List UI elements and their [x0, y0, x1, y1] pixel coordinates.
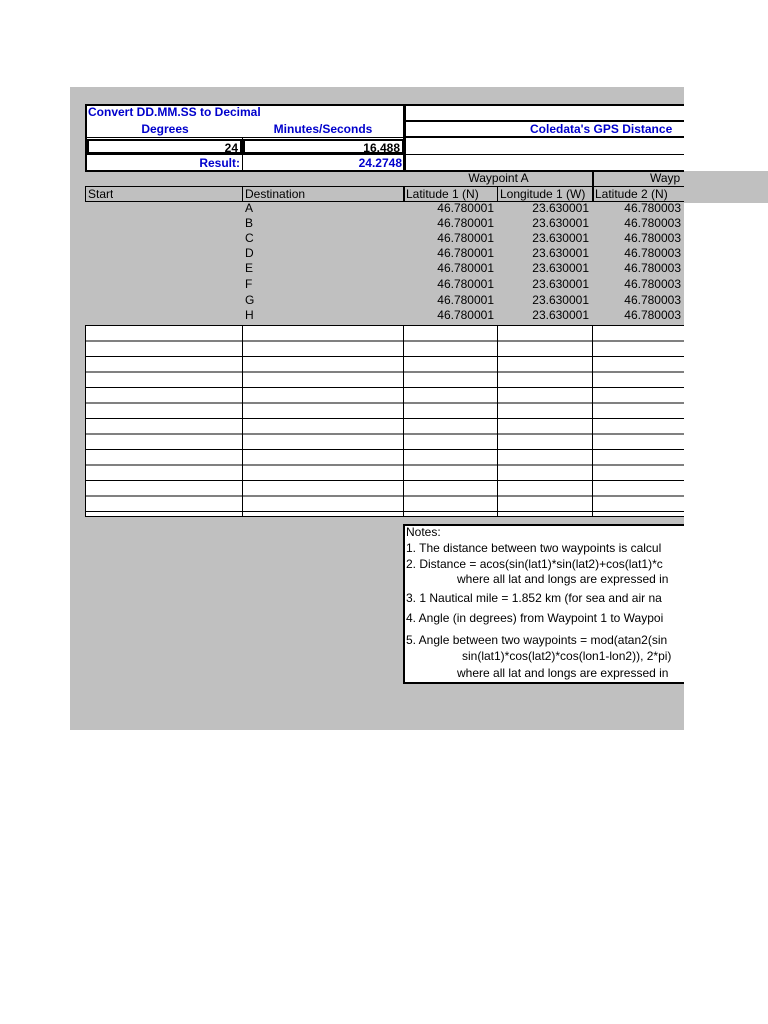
- degrees-input[interactable]: [87, 139, 242, 154]
- banner-row-4: [404, 155, 684, 172]
- lon1-cell: 23.630001: [532, 246, 589, 260]
- dest-cell: B: [245, 216, 254, 230]
- dest-cell: C: [245, 231, 254, 245]
- lat2-cell: 46.780003: [624, 201, 681, 215]
- lon1-cell: 23.630001: [532, 308, 589, 322]
- lat2-cell: 46.780003: [624, 277, 681, 291]
- sheet-edge: [684, 171, 768, 203]
- note-4: 4. Angle (in degrees) from Waypoint 1 to Waypoi: [406, 611, 664, 625]
- table-row[interactable]: [70, 231, 684, 246]
- lat1-cell: 46.780001: [437, 308, 494, 322]
- minutes-input[interactable]: [243, 139, 404, 154]
- lon1-cell: 23.630001: [532, 261, 589, 275]
- lon1-cell: 23.630001: [532, 277, 589, 291]
- dest-cell: F: [245, 277, 253, 291]
- lon1-cell: 23.630001: [532, 231, 589, 245]
- dest-cell: D: [245, 246, 254, 260]
- lat2-cell: 46.780003: [624, 261, 681, 275]
- notes-heading: Notes:: [406, 525, 441, 539]
- dest-cell: H: [245, 308, 254, 322]
- minutes-field[interactable]: [245, 143, 402, 154]
- lat1-cell: 46.780001: [437, 293, 494, 307]
- lat2-cell: 46.780003: [624, 216, 681, 230]
- lat2-cell: 46.780003: [624, 293, 681, 307]
- col-lat2: Latitude 2 (N): [595, 187, 668, 201]
- table-row[interactable]: [70, 216, 684, 231]
- lat1-cell: 46.780001: [437, 277, 494, 291]
- banner-box: [404, 120, 684, 138]
- note-2: 2. Distance = acos(sin(lat1)*sin(lat2)+cos(lat1)*c: [406, 557, 663, 571]
- result-value: 24.2748: [358, 156, 402, 170]
- col-destination: Destination: [245, 187, 306, 201]
- result-label: Result:: [199, 156, 240, 170]
- lat2-cell: 46.780003: [624, 308, 681, 322]
- lat1-cell: 46.780001: [437, 246, 494, 260]
- col-lat1: Latitude 1 (N): [406, 187, 479, 201]
- note-3: 3. 1 Nautical mile = 1.852 km (for sea and air na: [406, 591, 662, 605]
- converter-title: Convert DD.MM.SS to Decimal: [88, 105, 261, 119]
- waypoint-a-header: Waypoint A: [468, 171, 529, 185]
- lon1-cell: 23.630001: [532, 216, 589, 230]
- lon1-cell: 23.630001: [532, 201, 589, 215]
- empty-grid[interactable]: [85, 325, 684, 517]
- col-lon1: Longitude 1 (W): [500, 187, 586, 201]
- banner-row-3: [404, 138, 684, 155]
- lon1-cell: 23.630001: [532, 293, 589, 307]
- table-row[interactable]: [70, 308, 684, 323]
- degrees-label: Degrees: [141, 122, 189, 136]
- banner-title: Coledata's GPS Distance: [530, 122, 673, 136]
- table-row[interactable]: [70, 293, 684, 308]
- col-start: Start: [88, 187, 114, 201]
- spreadsheet: [70, 87, 684, 730]
- dest-cell: E: [245, 261, 254, 275]
- lat1-cell: 46.780001: [437, 216, 494, 230]
- minutes-label: Minutes/Seconds: [273, 122, 373, 136]
- lat1-cell: 46.780001: [437, 231, 494, 245]
- note-5: 5. Angle between two waypoints = mod(atan2(sin: [406, 633, 668, 647]
- table-row[interactable]: [70, 246, 684, 261]
- dest-cell: A: [245, 201, 254, 215]
- note-1: 1. The distance between two waypoints is calcul: [406, 541, 662, 555]
- note-2b: where all lat and longs are expressed in: [457, 572, 669, 586]
- table-row[interactable]: [70, 277, 684, 292]
- table-row[interactable]: [70, 261, 684, 276]
- note-5c: where all lat and longs are expressed in: [457, 666, 669, 680]
- lat2-cell: 46.780003: [624, 231, 681, 245]
- lat2-cell: 46.780003: [624, 246, 681, 260]
- lat1-cell: 46.780001: [437, 261, 494, 275]
- table-row[interactable]: [70, 201, 684, 216]
- lat1-cell: 46.780001: [437, 201, 494, 215]
- degrees-field[interactable]: [89, 143, 240, 154]
- dest-cell: G: [245, 293, 255, 307]
- note-5b: sin(lat1)*cos(lat2)*cos(lon1-lon2)), 2*pi): [462, 649, 672, 663]
- waypoint-b-header: Wayp: [650, 171, 681, 185]
